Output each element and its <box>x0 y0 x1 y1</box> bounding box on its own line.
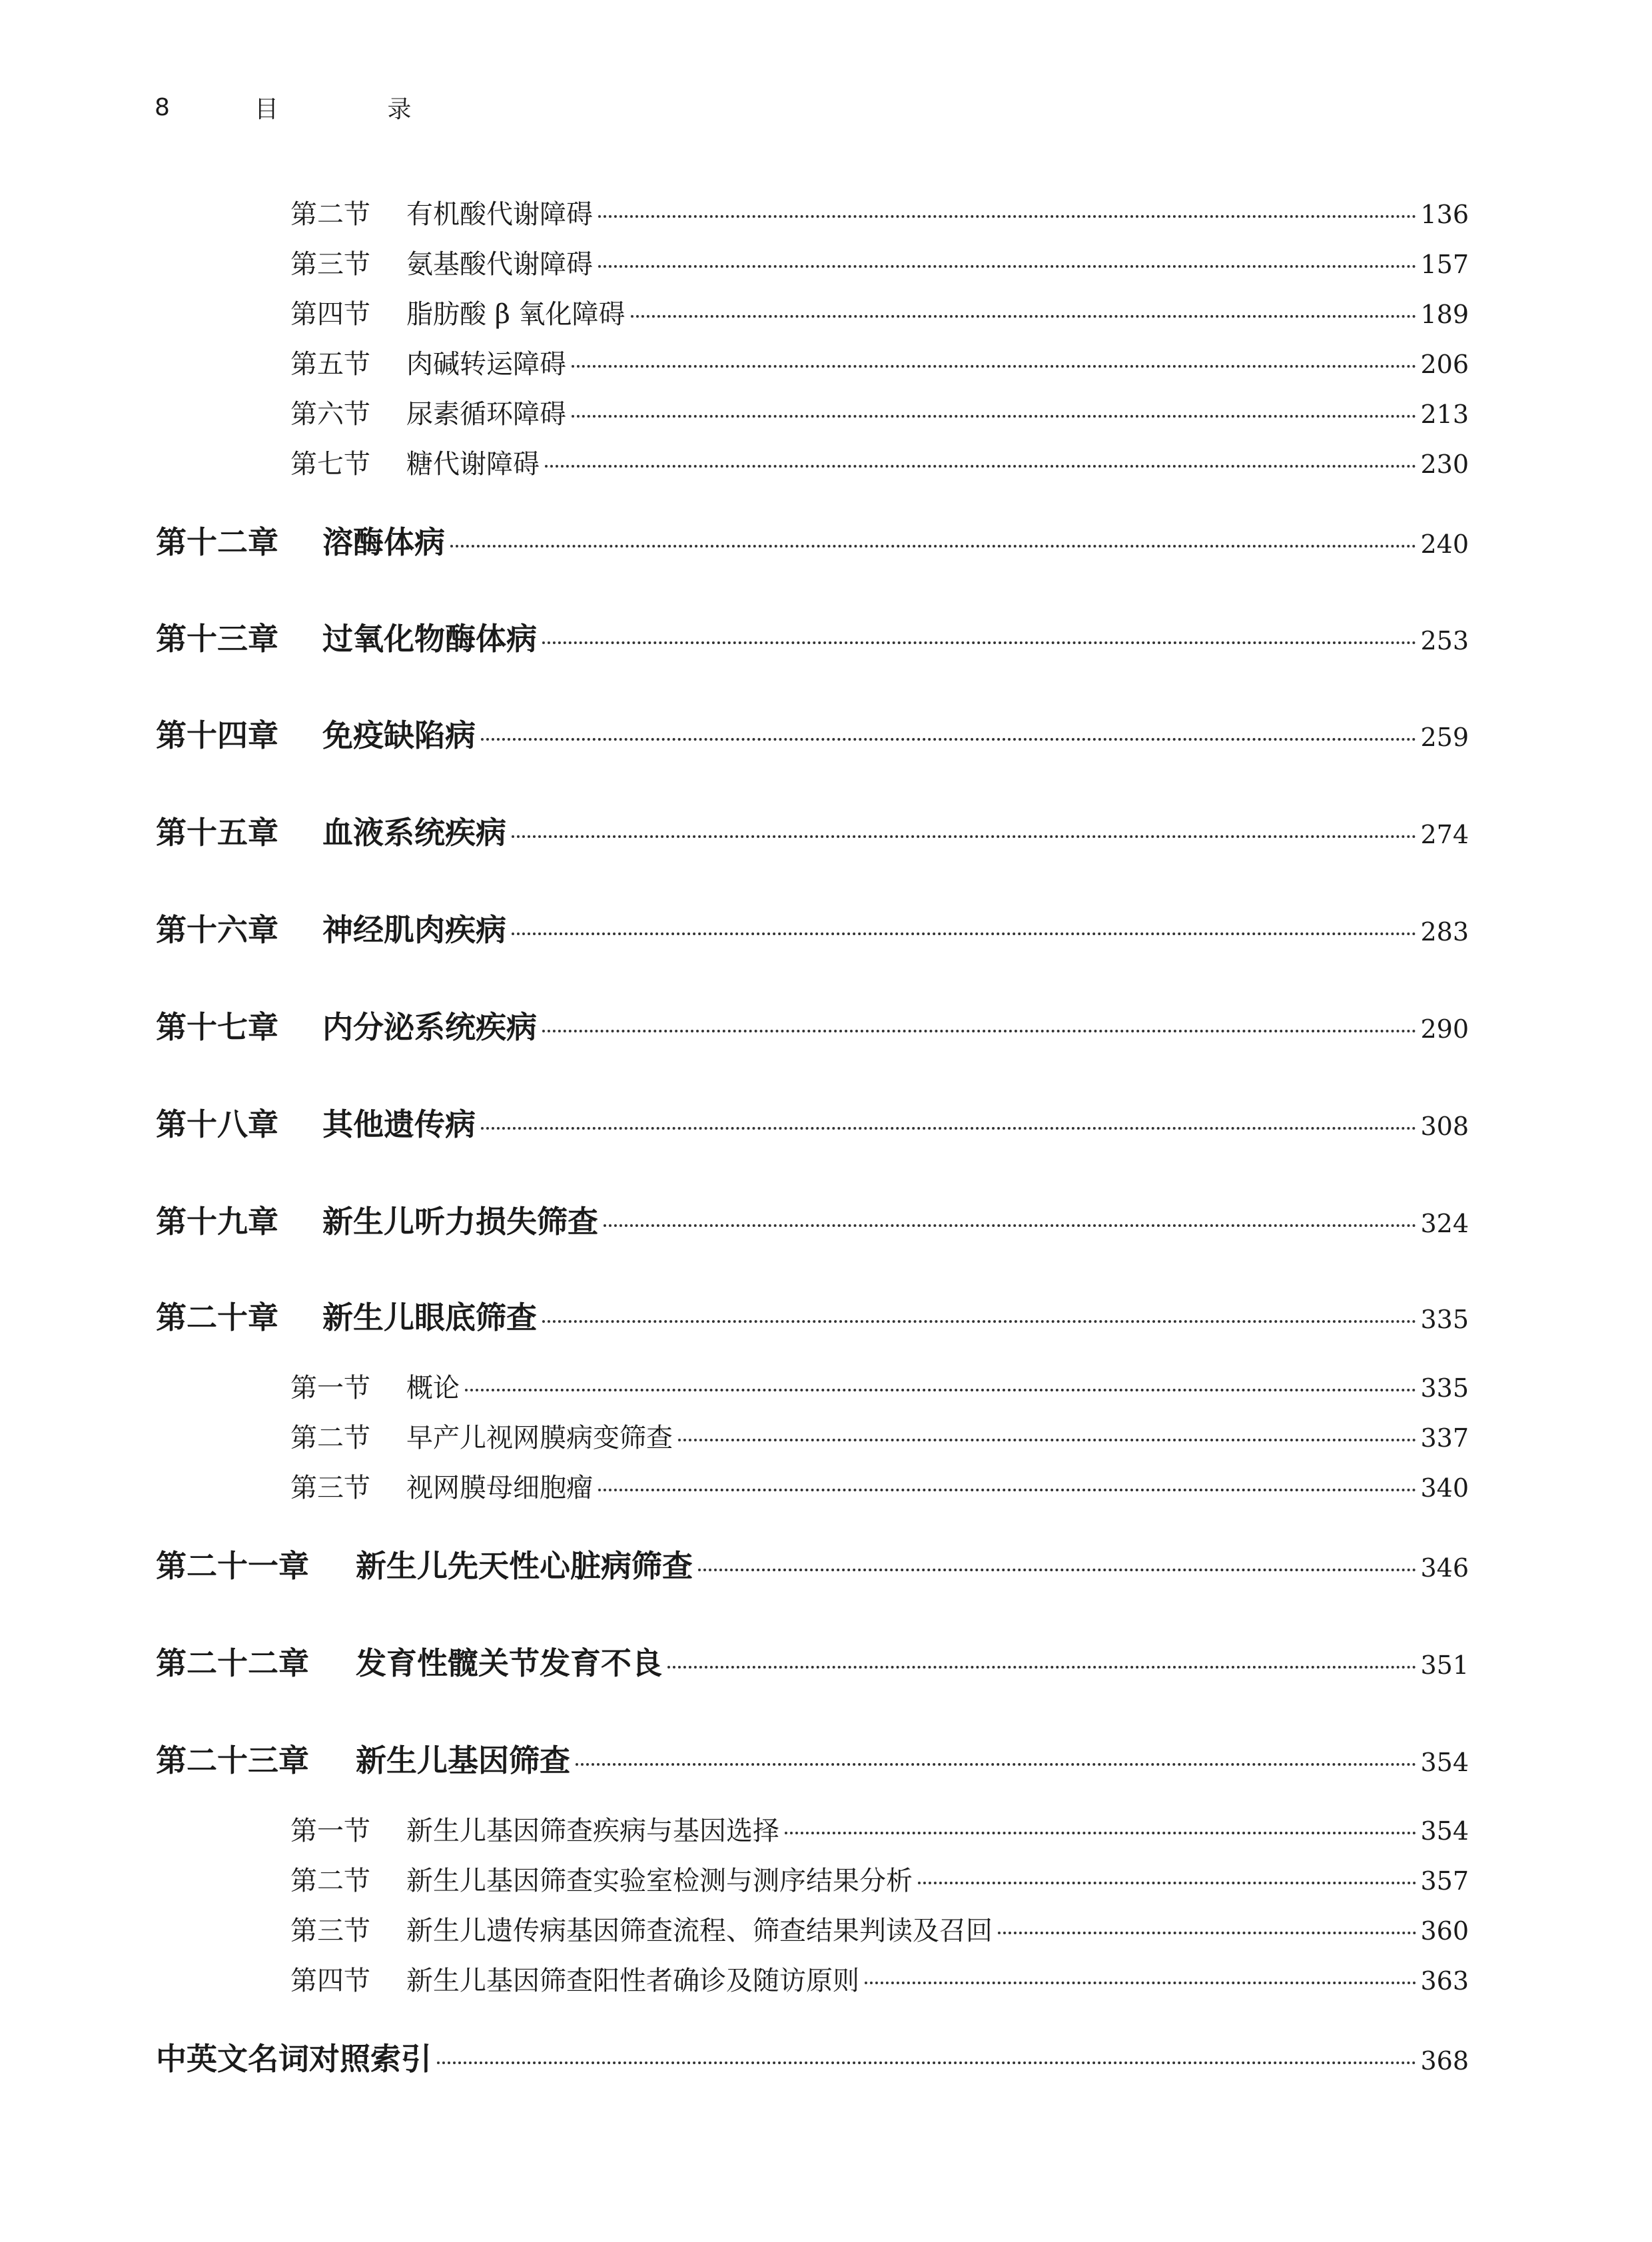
dot-leader <box>481 1127 1416 1130</box>
entry-title: 中英文名词对照索引 <box>156 2041 432 2077</box>
entry-title: 有机酸代谢障碍 <box>406 199 593 230</box>
toc-section-entry <box>290 1910 1469 1952</box>
entry-page-number: 363 <box>1420 1966 1469 1996</box>
toc-chapter-entry <box>156 1003 1469 1046</box>
entry-title: 新生儿基因筛查阳性者确诊及随访原则 <box>406 1966 859 1996</box>
entry-page-number: 206 <box>1420 350 1469 379</box>
entry-label: 第十三章 <box>156 621 278 657</box>
dot-leader <box>698 1569 1416 1571</box>
entry-title: 发育性髋关节发育不良 <box>356 1645 662 1681</box>
entry-title: 脂肪酸 β 氧化障碍 <box>406 299 625 330</box>
entry-title: 新生儿基因筛查实验室检测与测序结果分析 <box>406 1866 913 1896</box>
entry-page-number: 259 <box>1420 723 1469 752</box>
entry-page-number: 335 <box>1420 1373 1469 1403</box>
dot-leader <box>542 1030 1416 1032</box>
dot-leader <box>918 1882 1416 1884</box>
entry-title: 新生儿基因筛查 <box>356 1742 570 1778</box>
entry-page-number: 213 <box>1420 400 1469 429</box>
entry-page-number: 189 <box>1420 300 1469 329</box>
entry-label: 第十四章 <box>156 717 278 753</box>
entry-title: 氨基酸代谢障碍 <box>406 249 593 280</box>
entry-label: 第十七章 <box>156 1009 278 1045</box>
running-title: 目 录 <box>254 95 462 123</box>
dot-leader <box>576 1763 1416 1766</box>
entry-title: 视网膜母细胞瘤 <box>406 1473 593 1503</box>
entry-title: 新生儿眼底筛查 <box>322 1300 537 1335</box>
toc-chapter-entry <box>156 1294 1469 1336</box>
dot-leader <box>998 1932 1416 1934</box>
dot-leader <box>785 1832 1416 1834</box>
entry-label: 第十五章 <box>156 815 278 851</box>
entry-label: 第三节 <box>290 1473 370 1503</box>
entry-label: 第六节 <box>290 399 370 430</box>
dot-leader <box>542 1320 1416 1323</box>
entry-page-number: 230 <box>1420 450 1469 479</box>
toc-section-entry <box>290 243 1469 286</box>
entry-label: 第十八章 <box>156 1106 278 1142</box>
entry-page-number: 357 <box>1420 1866 1469 1896</box>
entry-page-number: 324 <box>1420 1209 1469 1238</box>
dot-leader <box>465 1389 1416 1391</box>
entry-page-number: 351 <box>1420 1651 1469 1680</box>
dot-leader <box>450 545 1416 548</box>
toc-chapter-entry <box>156 711 1469 754</box>
toc-section-entry <box>290 443 1469 486</box>
dot-leader <box>598 265 1416 268</box>
entry-title: 溶酶体病 <box>322 524 445 560</box>
entry-title: 尿素循环障碍 <box>406 399 566 430</box>
dot-leader <box>542 641 1416 644</box>
entry-title: 新生儿基因筛查疾病与基因选择 <box>406 1816 779 1846</box>
entry-page-number: 136 <box>1420 200 1469 229</box>
entry-label: 第十六章 <box>156 912 278 948</box>
entry-page-number: 240 <box>1420 530 1469 559</box>
entry-label: 第二十章 <box>156 1300 278 1335</box>
toc-section-entry <box>290 293 1469 336</box>
entry-label: 第一节 <box>290 1816 370 1846</box>
entry-label: 第二十一章 <box>156 1548 309 1584</box>
entry-page-number: 157 <box>1420 250 1469 279</box>
entry-page-number: 337 <box>1420 1423 1469 1453</box>
toc-chapter-entry <box>156 1542 1469 1585</box>
toc-chapter-entry <box>156 1100 1469 1143</box>
dot-leader <box>572 365 1416 368</box>
entry-page-number: 346 <box>1420 1553 1469 1583</box>
entry-label: 第二节 <box>290 1423 370 1453</box>
entry-title: 概论 <box>406 1373 460 1403</box>
entry-label: 第二十二章 <box>156 1645 309 1681</box>
dot-leader <box>572 415 1416 418</box>
entry-title: 神经肌肉疾病 <box>322 912 506 948</box>
dot-leader <box>598 1489 1416 1491</box>
dot-leader <box>545 465 1416 468</box>
toc-chapter-entry <box>156 518 1469 561</box>
toc-section-entry <box>290 1810 1469 1852</box>
entry-title: 糖代谢障碍 <box>406 449 540 480</box>
toc-chapter-entry <box>156 906 1469 948</box>
toc-section-entry <box>290 1417 1469 1459</box>
entry-page-number: 274 <box>1420 820 1469 849</box>
dot-leader <box>865 1982 1416 1984</box>
entry-title: 新生儿先天性心脏病筛查 <box>356 1548 693 1584</box>
entry-label: 第七节 <box>290 449 370 480</box>
dot-leader <box>631 315 1417 318</box>
entry-title: 新生儿遗传病基因筛查流程、筛查结果判读及召回 <box>406 1916 993 1946</box>
entry-label: 第二十三章 <box>156 1742 309 1778</box>
toc-chapter-entry <box>156 1639 1469 1682</box>
toc-chapter-entry <box>156 809 1469 851</box>
toc-chapter-entry <box>156 1198 1469 1240</box>
toc-section-entry <box>290 1367 1469 1409</box>
entry-title: 其他遗传病 <box>322 1106 476 1142</box>
toc-section-entry <box>290 1860 1469 1902</box>
toc-chapter-entry <box>156 615 1469 657</box>
entry-label: 第二节 <box>290 199 370 230</box>
entry-page-number: 283 <box>1420 917 1469 946</box>
entry-label: 第二节 <box>290 1866 370 1896</box>
dot-leader <box>598 215 1416 218</box>
entry-title: 免疫缺陷病 <box>322 717 476 753</box>
entry-page-number: 354 <box>1420 1816 1469 1846</box>
page-number: 8 <box>155 93 170 121</box>
toc-index-entry <box>156 2035 1469 2077</box>
entry-label: 第三节 <box>290 249 370 280</box>
entry-label: 第一节 <box>290 1373 370 1403</box>
toc-section-entry <box>290 393 1469 436</box>
entry-page-number: 360 <box>1420 1916 1469 1946</box>
dot-leader <box>512 933 1416 935</box>
entry-title: 新生儿听力损失筛查 <box>322 1204 598 1240</box>
toc-section-entry <box>290 1960 1469 2002</box>
entry-label: 第十九章 <box>156 1204 278 1240</box>
entry-title: 血液系统疾病 <box>322 815 506 851</box>
entry-page-number: 308 <box>1420 1112 1469 1141</box>
entry-title: 过氧化物酶体病 <box>322 621 537 657</box>
entry-label: 第四节 <box>290 299 370 330</box>
entry-title: 肉碱转运障碍 <box>406 349 566 380</box>
dot-leader <box>604 1224 1416 1227</box>
toc-chapter-entry <box>156 1736 1469 1779</box>
dot-leader <box>667 1666 1416 1669</box>
dot-leader <box>678 1439 1416 1441</box>
dot-leader <box>437 2061 1416 2064</box>
entry-page-number: 368 <box>1420 2046 1469 2075</box>
entry-page-number: 354 <box>1420 1748 1469 1777</box>
entry-label: 第五节 <box>290 349 370 380</box>
entry-page-number: 340 <box>1420 1473 1469 1503</box>
entry-title: 早产儿视网膜病变筛查 <box>406 1423 673 1453</box>
entry-page-number: 290 <box>1420 1014 1469 1044</box>
entry-page-number: 335 <box>1420 1305 1469 1334</box>
entry-label: 第三节 <box>290 1916 370 1946</box>
entry-label: 第十二章 <box>156 524 278 560</box>
toc-section-entry <box>290 193 1469 236</box>
entry-label: 第四节 <box>290 1966 370 1996</box>
dot-leader <box>481 738 1416 741</box>
toc-section-entry <box>290 343 1469 386</box>
dot-leader <box>512 835 1416 838</box>
toc-section-entry <box>290 1467 1469 1509</box>
entry-page-number: 253 <box>1420 626 1469 655</box>
entry-title: 内分泌系统疾病 <box>322 1009 537 1045</box>
